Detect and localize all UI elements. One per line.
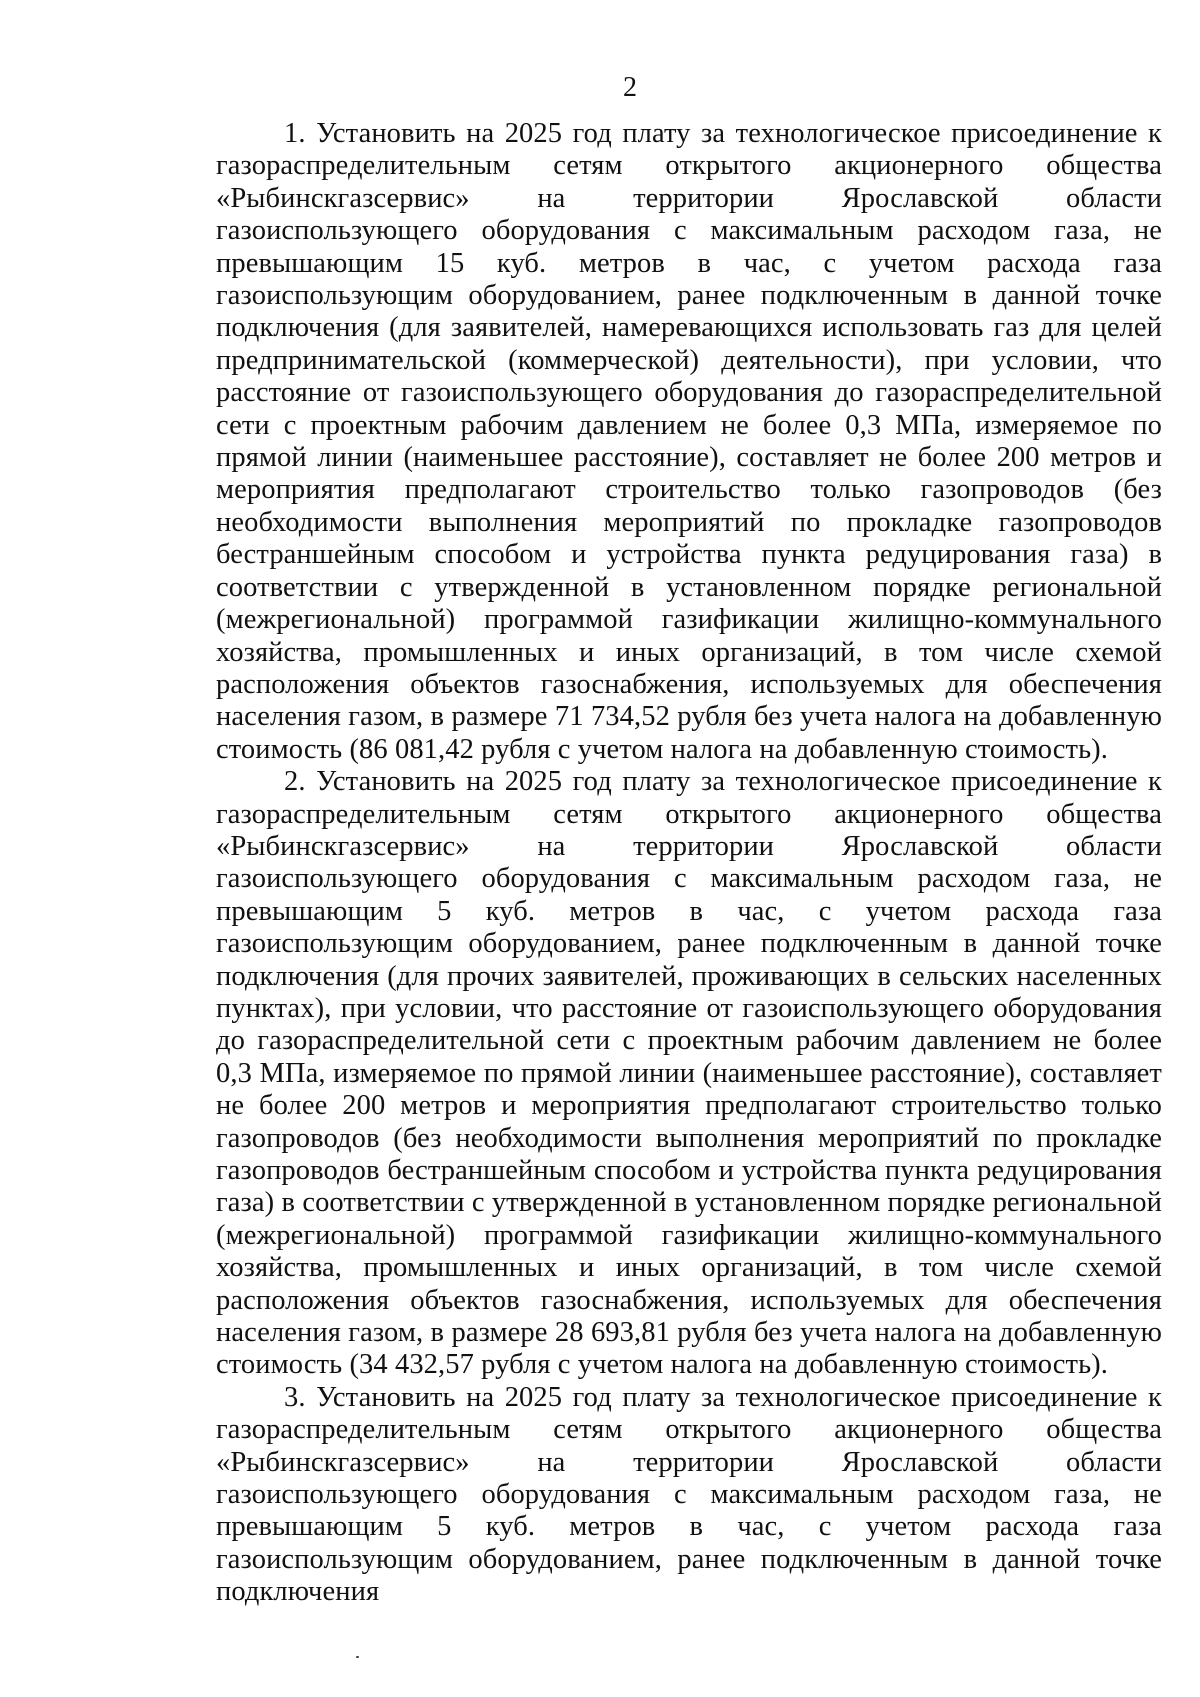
document-body	[216, 118, 1162, 1609]
paragraph-1: 1. Установить на 2025 год плату за технологическое присоединение к газораспределительным сетям открытого акционерного общества «Рыбинскгазсервис» на территории Ярославской области газоиспользующего оборудования с максимальным расходом газа, не превышающим 15 куб. метров в час, с учетом расхода газа газоиспользующим оборудованием, ранее подключенным в данной точке подключения (для заявителей, намеревающихся использовать газ для целей предпринимательской (коммерческой) деятельности), при условии, что расстояние от газоиспользующего оборудования до газораспределительной сети с проектным рабочим давлением не более 0,3 МПа, измеряемое по прямой линии (наименьшее расстояние), составляет не более 200 метров и мероприятия предполагают строительство только газопроводов (без необходимости выполнения мероприятий по прокладке газопроводов бестраншейным способом и устройства пункта редуцирования газа) в соответствии с утвержденной в установленном порядке региональной (межрегиональной) программой газификации жилищно-коммунального хозяйства, промышленных и иных организаций, в том числе схемой расположения объектов газоснабжения, используемых для обеспечения населения газом, в размере 71 734,52 рубля без учета налога на добавленную стоимость (86 081,42 рубля с учетом налога на добавленную стоимость).	[216, 118, 1162, 765]
page-number: 2	[623, 72, 637, 103]
paragraph-3: 3. Установить на 2025 год плату за технологическое присоединение к газораспределительным сетям открытого акционерного общества «Рыбинскгазсервис» на территории Ярославской области газоиспользующего оборудования с максимальным расходом газа, не превышающим 5 куб. метров в час, с учетом расхода газа газоиспользующим оборудованием, ранее подключенным в данной точке подключения	[216, 1381, 1162, 1608]
scan-artifact-dot	[356, 1656, 359, 1658]
paragraph-2: 2. Установить на 2025 год плату за технологическое присоединение к газораспределительным сетям открытого акционерного общества «Рыбинскгазсервис» на территории Ярославской области газоиспользующего оборудования с максимальным расходом газа, не превышающим 5 куб. метров в час, с учетом расхода газа газоиспользующим оборудованием, ранее подключенным в данной точке подключения (для прочих заявителей, проживающих в сельских населенных пунктах), при условии, что расстояние от газоиспользующего оборудования до газораспределительной сети с проектным рабочим давлением не более 0,3 МПа, измеряемое по прямой линии (наименьшее расстояние), составляет не более 200 метров и мероприятия предполагают строительство только газопроводов (без необходимости выполнения мероприятий по прокладке газопроводов бестраншейным способом и устройства пункта редуцирования газа) в соответствии с утвержденной в установленном порядке региональной (межрегиональной) программой газификации жилищно-коммунального хозяйства, промышленных и иных организаций, в том числе схемой расположения объектов газоснабжения, используемых для обеспечения населения газом, в размере 28 693,81 рубля без учета налога на добавленную стоимость (34 432,57 рубля с учетом налога на добавленную стоимость).	[216, 766, 1162, 1381]
